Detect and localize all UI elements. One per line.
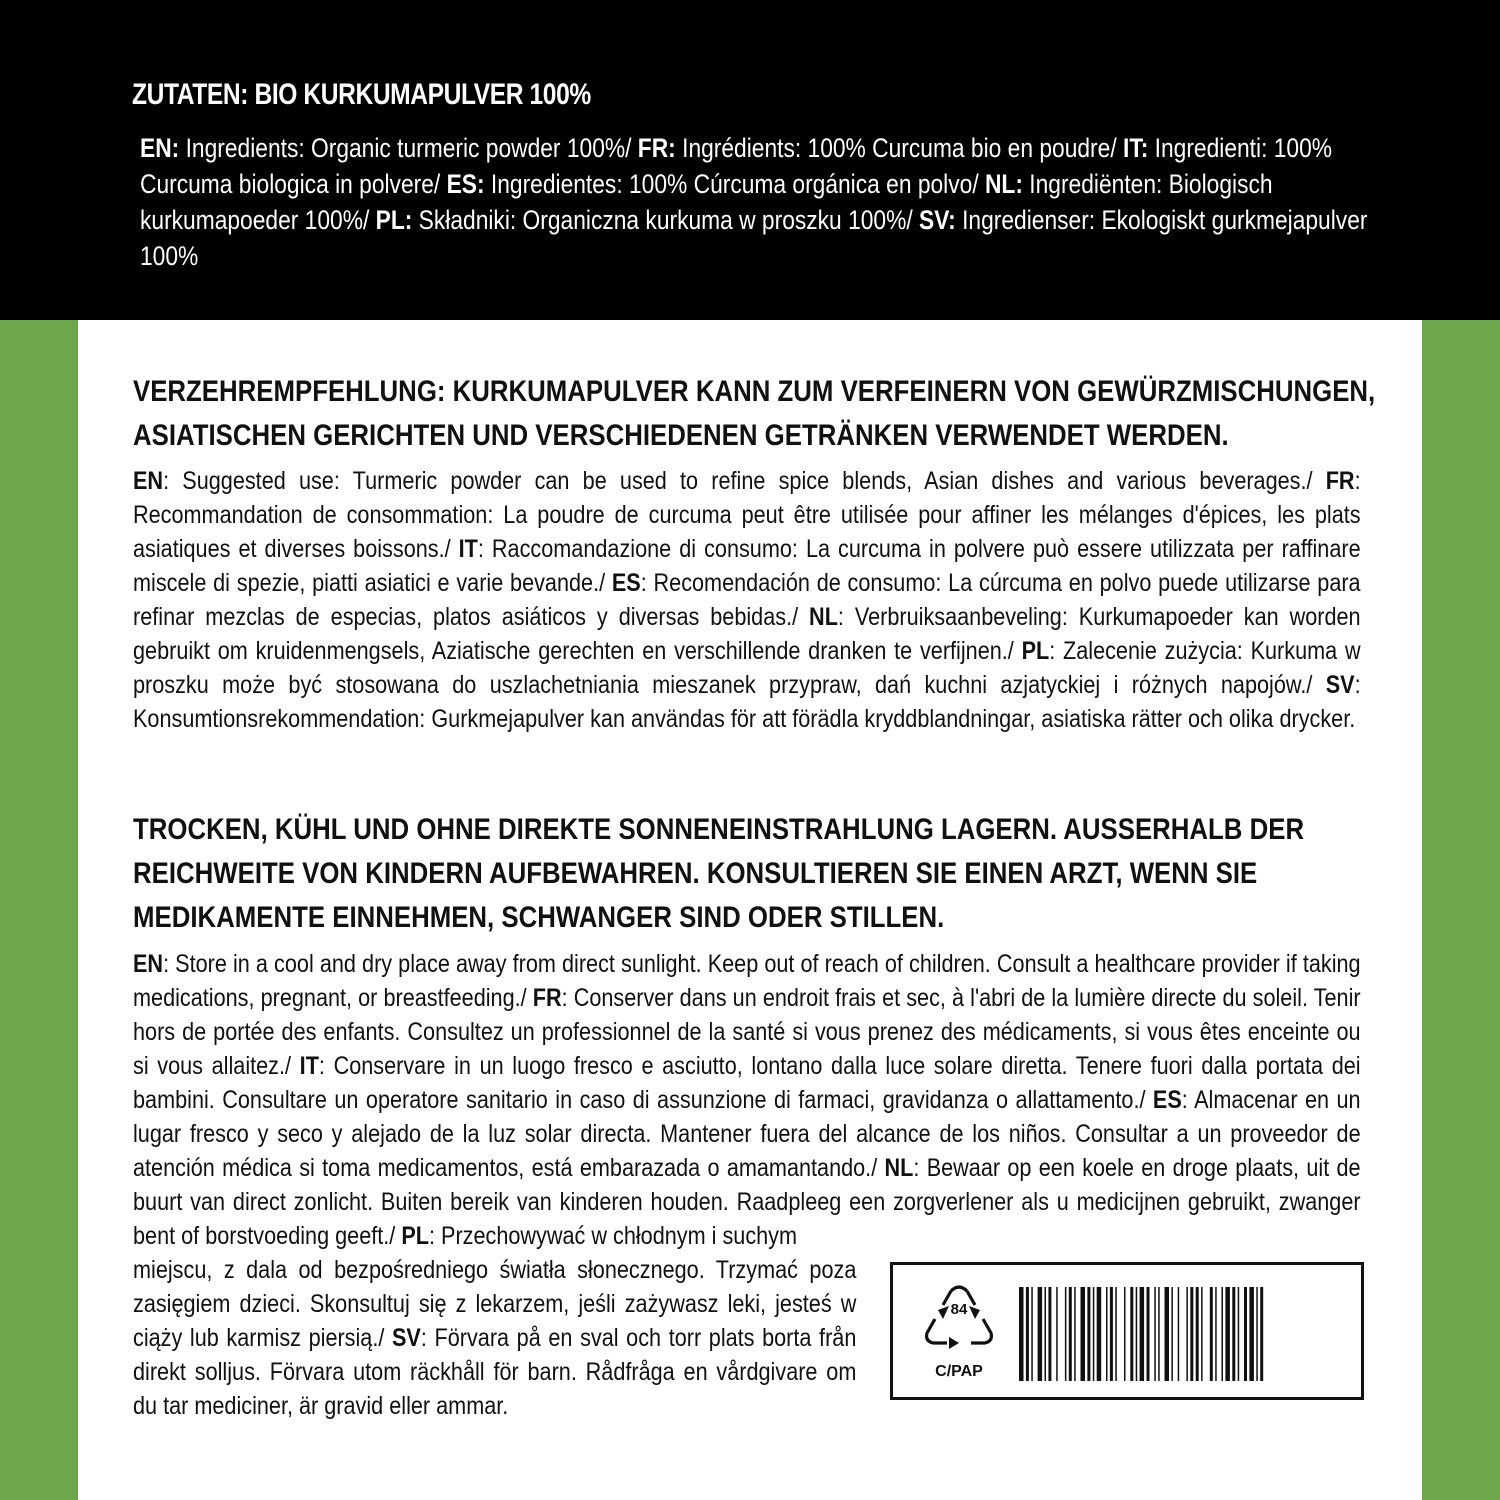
ingredients-heading: ZUTATEN: BIO KURKUMAPULVER 100% bbox=[132, 78, 591, 111]
lang-code: PL bbox=[401, 1223, 429, 1250]
barcode-bar bbox=[1031, 1287, 1033, 1381]
suggested-use-item: : Recomendación de consumo: La cúrcuma en polvo puede utilizarse para refinar mezclas de especias, platos asiáticos y diversas bebidas./ bbox=[133, 570, 1361, 631]
ingredients-item: Ingredienti: 100% Curcuma biologica in polvere/ bbox=[140, 133, 1333, 199]
barcode-bar bbox=[1106, 1287, 1108, 1381]
barcode-bar bbox=[1115, 1287, 1117, 1381]
barcode-bar bbox=[1130, 1287, 1133, 1381]
lang-code: ES bbox=[611, 570, 641, 597]
lang-code: EN: bbox=[140, 133, 180, 163]
barcode-bar bbox=[1056, 1287, 1058, 1381]
storage-item: : Store in a cool and dry place away from direct sunlight. Keep out of reach of children. Consult a healthcare provider if taking medications, pregnant, or breastfeeding./ bbox=[133, 951, 1361, 1012]
barcode-bar bbox=[1178, 1287, 1180, 1381]
lang-code: ES bbox=[1152, 1087, 1182, 1114]
barcode-bar bbox=[1019, 1287, 1024, 1381]
storage-item: miejscu, z dala od bezpośredniego światła słonecznego. Trzymać poza zasięgiem dzieci. Skonsultuj się z lekarzem, jeśli zażywasz leki, jesteś w ciąży lub karmisz piersią./ bbox=[133, 1257, 857, 1352]
barcode-bar bbox=[1093, 1287, 1095, 1381]
suggested-use-heading-text: VERZEHREMPFEHLUNG: KURKUMAPULVER KANN ZUM VERFEINERN VON GEWÜRZMISCHUNGEN, ASIATISCHEN GERICHTEN UND VERSCHIEDENEN GETRÄNKEN VERWENDET WERDEN. bbox=[133, 375, 1376, 452]
barcode-bar bbox=[1225, 1287, 1230, 1381]
suggested-use-item: : Zalecenie zużycia: Kurkuma w proszku może być stosowana do uszlachetniania mieszanek przypraw, dań kuchni azjatyckiej i różnych napojów./ bbox=[133, 638, 1361, 699]
storage-heading bbox=[133, 808, 1423, 940]
storage-item: : Förvara på en sval och torr plats borta från direkt solljus. Förvara utom räckhåll för barn. Rådfråga en vårdgivare om du tar mediciner, är gravid eller ammar. bbox=[133, 1325, 857, 1420]
barcode-bar bbox=[1038, 1287, 1043, 1381]
lang-code: SV bbox=[1325, 672, 1355, 699]
ingredients-band bbox=[0, 0, 1500, 320]
barcode-bar bbox=[1222, 1287, 1224, 1381]
lang-code: PL: bbox=[375, 205, 413, 235]
lang-code: SV: bbox=[919, 205, 956, 235]
barcode-bar bbox=[1048, 1287, 1051, 1381]
barcode-bar bbox=[1186, 1287, 1188, 1381]
barcode-bar bbox=[1201, 1287, 1203, 1381]
storage-item: : Conserver dans un endroit frais et sec, à l'abri de la lumière directe du soleil. Tenir hors de portée des enfants. Consultez un professionnel de la santé si vous prenez des médicaments, si vous êtes enceinte ou si vous allaitez./ bbox=[133, 985, 1361, 1080]
ingredients-item: Ingrediënten: Biologisch kurkumapoeder 100%/ bbox=[140, 169, 1273, 235]
barcode-bar bbox=[1110, 1287, 1113, 1381]
info-panel bbox=[78, 320, 1422, 1500]
suggested-use-item: : Suggested use: Turmeric powder can be used to refine spice blends, Asian dishes and various beverages./ bbox=[163, 468, 1326, 495]
barcode-bar bbox=[1210, 1287, 1213, 1381]
lang-code: IT bbox=[299, 1053, 319, 1080]
lang-code: SV bbox=[391, 1325, 421, 1352]
barcode-bar bbox=[1256, 1287, 1258, 1381]
barcode-bar bbox=[1260, 1287, 1263, 1381]
storage-item: : Almacenar en un lugar fresco y seco y alejado de la luz solar directa. Mantener fuera del alcance de los niños. Consultar a un proveedor de atención médica si toma medicamentos, está embarazada o amamantando./ bbox=[133, 1087, 1361, 1182]
barcode-bar bbox=[1140, 1287, 1145, 1381]
barcode-bar bbox=[1171, 1287, 1173, 1381]
barcode-bar bbox=[1215, 1287, 1217, 1381]
ingredients-item: Składniki: Organiczna kurkuma w proszku 100%/ bbox=[412, 205, 920, 235]
lang-code: NL bbox=[884, 1155, 914, 1182]
recycle-code: 84 bbox=[950, 1301, 968, 1318]
barcode-bar bbox=[1045, 1287, 1047, 1381]
barcode-bar bbox=[1074, 1287, 1076, 1381]
barcode-bar bbox=[1158, 1287, 1160, 1381]
lang-code: FR: bbox=[637, 133, 676, 163]
barcode-bar bbox=[1244, 1287, 1247, 1381]
storage-item: : Bewaar op een koele en droge plaats, uit de buurt van direct zonlicht. Buiten bereik van kinderen houden. Raadpleeg een zorgverlener als u medicijnen gebruikt, zwanger bent of borstvoeding geeft./ bbox=[133, 1155, 1361, 1250]
ingredients-item: Ingredientes: 100% Cúrcuma orgánica en polvo/ bbox=[484, 169, 985, 199]
barcode-bar bbox=[1097, 1287, 1102, 1381]
barcode-bar bbox=[1154, 1287, 1156, 1381]
storage-heading-text: TROCKEN, KÜHL UND OHNE DIREKTE SONNENEINSTRAHLUNG LAGERN. AUSSERHALB DER REICHWEITE VON KINDERN AUFBEWAHREN. KONSULTIEREN SIE EINEN ARZT, WENN SIE MEDIKAMENTE EINNEHMEN, SCHWANGER SIND ODER STILLEN. bbox=[133, 813, 1305, 934]
suggested-use-text bbox=[133, 465, 1361, 737]
ingredients-item: Ingredienser: Ekologiskt gurkmejapulver 100% bbox=[140, 205, 1368, 271]
storage-text-continued bbox=[133, 1254, 856, 1424]
lang-code: PL bbox=[1021, 638, 1050, 665]
barcode-bar bbox=[1249, 1287, 1254, 1381]
storage-item: : Przechowywać w chłodnym i suchym bbox=[428, 1223, 798, 1250]
barcode-icon bbox=[1019, 1287, 1344, 1381]
lang-code: EN bbox=[133, 951, 164, 978]
suggested-use-item: : Recommandation de consommation: La poudre de curcuma peut être utilisée pour affiner les mélanges d'épices, les plats asiatiques et diverses boissons./ bbox=[133, 468, 1361, 563]
barcode-bar bbox=[1081, 1287, 1086, 1381]
barcode-bar bbox=[1026, 1287, 1029, 1381]
suggested-use-heading bbox=[133, 370, 1423, 458]
lang-code: EN bbox=[133, 468, 164, 495]
storage-item: : Conservare in un luogo fresco e asciutto, lontano dalla luce solare diretta. Tenere fuori dalla portata dei bambini. Consultare un operatore sanitario in caso di assunzione di farmaci, gravidanza o allattamento./ bbox=[133, 1053, 1361, 1114]
lang-code: IT: bbox=[1122, 133, 1149, 163]
lang-code: IT bbox=[458, 536, 478, 563]
barcode-bar bbox=[1069, 1287, 1072, 1381]
ingredients-item: Ingrédients: 100% Curcuma bio en poudre/ bbox=[675, 133, 1123, 163]
barcode-bar bbox=[1124, 1287, 1126, 1381]
barcode-bar bbox=[1136, 1287, 1138, 1381]
barcode-bar bbox=[1065, 1287, 1067, 1381]
lang-code: FR bbox=[532, 985, 562, 1012]
lang-code: NL bbox=[809, 604, 838, 631]
suggested-use-item: : Konsumtionsrekommendation: Gurkmejapulver kan användas för att förädla kryddblandningar, asiatiska rätter och olika drycker. bbox=[133, 672, 1361, 733]
barcode-bar bbox=[1147, 1287, 1150, 1381]
suggested-use-item: : Raccomandazione di consumo: La curcuma in polvere può essere utilizzata per raffinare miscele di spezie, piatti asiatici e varie bevande./ bbox=[133, 536, 1361, 597]
ingredients-item: Ingredients: Organic turmeric powder 100%/ bbox=[179, 133, 638, 163]
recycling-barcode-box bbox=[890, 1262, 1364, 1400]
suggested-use-item: : Verbruiksaanbeveling: Kurkumapoeder kan worden gebruikt om kruidenmengsels, Aziatische gerechten en verschillende dranken te verfijnen./ bbox=[133, 604, 1361, 665]
barcode-bar bbox=[1190, 1287, 1193, 1381]
barcode-bar bbox=[1196, 1287, 1199, 1381]
ingredients-text bbox=[140, 130, 1368, 274]
recycle-icon bbox=[921, 1279, 997, 1359]
barcode-bar bbox=[1087, 1287, 1090, 1381]
barcode-bar bbox=[1165, 1287, 1170, 1381]
barcode-bar bbox=[1238, 1287, 1240, 1381]
barcode-bar bbox=[1232, 1287, 1235, 1381]
lang-code: FR bbox=[1325, 468, 1355, 495]
recycle-label: C/PAP bbox=[935, 1363, 983, 1380]
lang-code: ES: bbox=[446, 169, 485, 199]
lang-code: NL: bbox=[984, 169, 1023, 199]
storage-text bbox=[133, 948, 1361, 1254]
